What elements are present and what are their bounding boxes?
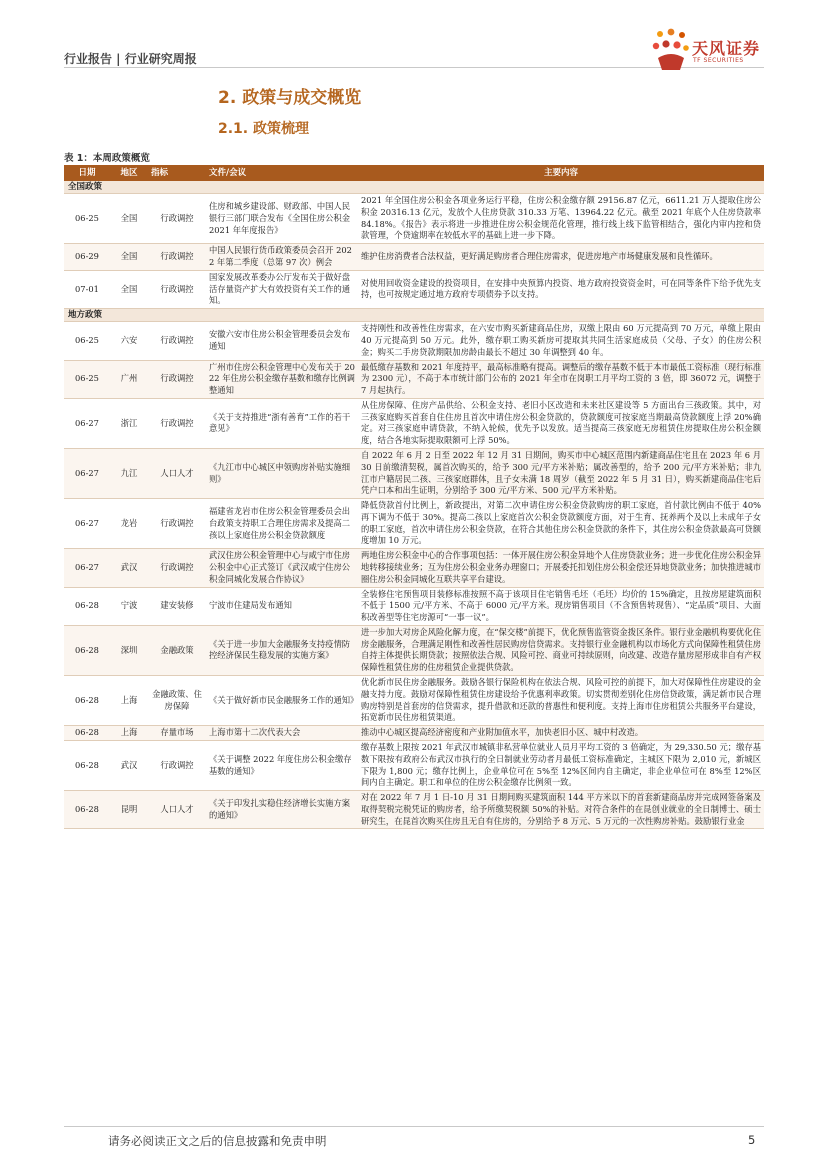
row-document: 宁波市住建局发布通知: [206, 587, 358, 625]
row-content: 2021 年全国住房公积金各项业务运行平稳，住房公积金缴存额 29156.87 亿元，6611.21 万人提取住房公积金 20316.13 亿元，发放个人住房贷款 310.33 万笔、13964.22 亿元。截至 2021 年底个人住房贷款率 84.18%。《报告》表示将进一步推进住房公积金规范化管理，推行线上线下监管相结合，强化内审内控和贷款管理，个贷逾期率在较低水平的基础上进一步下降。: [358, 194, 764, 244]
section-row: [64, 181, 764, 194]
row-region: 全国: [110, 244, 148, 271]
table-row: [64, 676, 764, 726]
row-content: 全装修住宅预售项目装修标准按照不高于该项目住宅销售毛坯（毛坯）均价的 15%确定，且按房屋建筑面积不低于 1500 元/平方米、不高于 6000 元/平方米。现房销售项目（不含预售转现售）、“定品质”项目、大面积改善型等住宅房源可“一事一议”。: [358, 587, 764, 625]
row-indicator: 金融政策、住房保障: [148, 676, 206, 726]
section-label: 地方政策: [64, 309, 764, 322]
row-content: 支持刚性和改善性住房需求，在六安市购买新建商品住房，双缴上限由 60 万元提高到 70 万元，单缴上限由 40 万元提高到 50 万元。此外，缴存职工购买新房可提取其共同生活家庭成员（父母、子女）的住房公积金；购买二手房贷款期限加房龄由最长不超过 30 年调整到 40 年。: [358, 322, 764, 360]
row-content: 进一步加大对房企风险化解力度，在“保交楼”前提下，优化预售监管资金拨区条件。银行业金融机构要优化住房金融服务，合理满足刚性和改善性居民购房信贷需求。支持银行业金融机构以市场化方式向保障性租赁住房自持主体提供长期贷款；按照依法合规、风险可控、商业可持续原则，向改建、改造存量房屋形成非自有产权保障性租赁住房的住房租赁企业提供贷款。: [358, 625, 764, 675]
row-document: 广州市住房公积金管理中心发布关于 2022 年住房公积金缴存基数和缴存比例调整通知: [206, 360, 358, 398]
tf-logo-icon: [652, 28, 690, 72]
column-header-date: 日期: [64, 165, 110, 181]
row-indicator: 建安装修: [148, 587, 206, 625]
section-subtitle: 2.1. 政策梳理: [218, 121, 309, 137]
row-indicator: 金融政策: [148, 625, 206, 675]
row-document: 《关于调整 2022 年度住房公积金缴存基数的通知》: [206, 740, 358, 790]
table-row: [64, 244, 764, 271]
row-indicator: 行政调控: [148, 398, 206, 448]
table-row: [64, 322, 764, 360]
row-region: 龙岩: [110, 499, 148, 549]
row-content: 推动中心城区提高经济密度和产业附加值水平，加快老旧小区、城中村改造。: [358, 726, 764, 741]
row-content: 对使用回收资金建设的投资项目，在安排中央预算内投资、地方政府投资资金时，可在同等条件下给予优先支持，也可按规定通过地方政府专项债券予以支持。: [358, 270, 764, 308]
row-date: 06-28: [64, 625, 110, 675]
table-row: [64, 499, 764, 549]
row-indicator: 行政调控: [148, 740, 206, 790]
row-date: 06-27: [64, 398, 110, 448]
row-indicator: 行政调控: [148, 194, 206, 244]
row-indicator: 行政调控: [148, 244, 206, 271]
page-number: 5: [748, 1133, 756, 1147]
table-row: [64, 194, 764, 244]
row-document: 《关于支持推进“浙有善育”工作的若干意见》: [206, 398, 358, 448]
row-date: 06-28: [64, 587, 110, 625]
row-region: 深圳: [110, 625, 148, 675]
row-region: 全国: [110, 194, 148, 244]
row-date: 06-28: [64, 726, 110, 741]
row-document: 武汉住房公积金管理中心与咸宁市住房公积金中心正式签订《武汉咸宁住房公积金同城化发展合作协议》: [206, 549, 358, 587]
row-document: 《关于进一步加大金融服务支持疫情防控经济保民生稳发展的实施方案》: [206, 625, 358, 675]
table-row: [64, 587, 764, 625]
row-indicator: 人口人才: [148, 791, 206, 829]
row-document: 《九江市中心城区申领购房补贴实施细则》: [206, 448, 358, 498]
row-region: 武汉: [110, 740, 148, 790]
table-row: [64, 549, 764, 587]
row-date: 07-01: [64, 270, 110, 308]
row-date: 06-27: [64, 448, 110, 498]
row-date: 06-28: [64, 791, 110, 829]
footer-divider: [64, 1126, 764, 1127]
table-row: [64, 726, 764, 741]
row-region: 全国: [110, 270, 148, 308]
row-content: 从住房保障、住房产品供给、公积金支持、老旧小区改造和未来社区建设等 5 方面出台三孩政策。其中，对三孩家庭购买首套自住住房且首次申请住房公积金贷款的，贷款额度可按家庭当期最高贷款额度上浮 20%确定。对三孩家庭申请贷款，不纳入轮候，优先予以发放。适当提高三孩家庭无房租赁住房提取住房公积金额度，结合各地实际提取限额可上浮 50%。: [358, 398, 764, 448]
row-region: 广州: [110, 360, 148, 398]
section-label: 全国政策: [64, 181, 764, 194]
row-indicator: 行政调控: [148, 270, 206, 308]
row-region: 九江: [110, 448, 148, 498]
table-header-row: [64, 165, 764, 181]
section-row: [64, 309, 764, 322]
disclaimer-text: 请务必阅读正文之后的信息披露和免责申明: [108, 1134, 327, 1148]
column-header-content: 主要内容: [358, 165, 764, 181]
row-document: 《关于印发扎实稳住经济增长实施方案的通知》: [206, 791, 358, 829]
row-region: 上海: [110, 726, 148, 741]
row-region: 昆明: [110, 791, 148, 829]
row-date: 06-28: [64, 740, 110, 790]
row-region: 宁波: [110, 587, 148, 625]
row-indicator: 存量市场: [148, 726, 206, 741]
report-breadcrumb: 行业报告 | 行业研究周报: [64, 52, 197, 66]
row-indicator: 人口人才: [148, 448, 206, 498]
section-title: 2. 政策与成交概览: [218, 88, 362, 108]
row-region: 武汉: [110, 549, 148, 587]
row-content: 两地住房公积金中心的合作事项包括：一体开展住房公积金异地个人住房贷款业务；进一步优化住房公积金异地转移接续业务；互为住房公积金业务办理窗口；开展委托扣划住房公积金偿还异地贷款业务；加快推进城市圈住房公积金同城化互联共享平台建设。: [358, 549, 764, 587]
column-header-indicator: 指标: [148, 165, 206, 181]
row-document: 《关于做好新市民金融服务工作的通知》: [206, 676, 358, 726]
table-caption: 表 1：本周政策概览: [64, 153, 150, 164]
row-content: 降低贷款首付比例上，新政提出，对第二次申请住房公积金贷款购房的职工家庭，首付款比例由不低于 40%再下调为不低于 30%。提高二孩以上家庭首次公积金贷款额度方面，对于生育、抚养两个及以上未成年子女的职工家庭，首次申请住房公积金贷款，在符合其他住房公积金贷款的条件下，其住房公积金贷款最高可贷额度增加 10 万元。: [358, 499, 764, 549]
row-content: 优化新市民住房金融服务。鼓励各银行保险机构在依法合规、风险可控的前提下，加大对保障性住房建设的金融支持力度。鼓励对保障性租赁住房建设给予优惠利率政策。切实贯彻差别化住房信贷政策，满足新市民合理购房特别是首套房的信贷需求，提升借款和还款的普惠性和便利度。支持上海市住房租赁公共服务平台建设，拓宽新市民住房租赁渠道。: [358, 676, 764, 726]
row-document: 福建省龙岩市住房公积金管理委员会出台政策支持职工合理住房需求及提高二孩以上家庭住房公积金贷款额度: [206, 499, 358, 549]
brand-name-cn: 天风证券: [692, 39, 761, 58]
table-row: [64, 270, 764, 308]
table-row: [64, 740, 764, 790]
row-content: 维护住房消费者合法权益，更好满足购房者合理住房需求，促进房地产市场健康发展和良性循环。: [358, 244, 764, 271]
row-document: 住房和城乡建设部、财政部、中国人民银行三部门联合发布《全国住房公积金 2021 年年度报告》: [206, 194, 358, 244]
row-region: 浙江: [110, 398, 148, 448]
column-header-document: 文件/会议: [206, 165, 358, 181]
row-content: 最低缴存基数和 2021 年度持平，最高标准略有提高。调整后的缴存基数不低于本市最低工资标准（现行标准为 2300 元），不高于本市统计部门公布的 2021 年全市在岗职工月平均工资的 3 倍，即 36072 元，调整于 7 月起执行。: [358, 360, 764, 398]
column-header-region: 地区: [110, 165, 148, 181]
row-date: 06-25: [64, 194, 110, 244]
row-content: 对在 2022 年 7 月 1 日-10 月 31 日期间购买建筑面积 144 平方米以下的首套新建商品房并完成网签备案及取得契税完税凭证的购房者，给予所缴契税额 50%的补贴。对符合条件的在昆创业就业的全日制博士、硕士研究生，在昆首次购买住房且无自有住房的，分别给予 8 万元、5 万元的一次性购房补贴。鼓励银行业金: [358, 791, 764, 829]
table-row: [64, 398, 764, 448]
row-date: 06-28: [64, 676, 110, 726]
row-content: 缴存基数上限按 2021 年武汉市城镇非私营单位就业人员月平均工资的 3 倍确定，为 29,330.50 元；缴存基数下限按有政府公布武汉市执行的全日制就业劳动者月最低工资标准确定，主城区下限为 2,010 元，新城区下限为 1,800 元；缴存比例上，企业单位可在 5%至 12%区间内自主确定，非企业单位可在 8%至 12%区间内自主确定。职工和单位的住房公积金缴存比例须一致。: [358, 740, 764, 790]
row-indicator: 行政调控: [148, 549, 206, 587]
row-date: 06-29: [64, 244, 110, 271]
row-date: 06-27: [64, 499, 110, 549]
table-row: [64, 791, 764, 829]
row-date: 06-25: [64, 322, 110, 360]
row-date: 06-27: [64, 549, 110, 587]
row-document: 国家发展改革委办公厅发布关于做好盘活存量资产扩大有效投资有关工作的通知。: [206, 270, 358, 308]
table-row: [64, 625, 764, 675]
row-document: 中国人民银行货币政策委员会召开 2022 年第二季度（总第 97 次）例会: [206, 244, 358, 271]
table-row: [64, 448, 764, 498]
table-row: [64, 360, 764, 398]
row-content: 自 2022 年 6 月 2 日至 2022 年 12 月 31 日期间，购买市中心城区范围内新建商品住宅且在 2023 年 6 月 30 日前缴清契税，属首次购买的，给予 300 元/平方米补贴；属改善型的，给予 200 元/平方米补贴；非九江市户籍居民二孩、三孩家庭群体，且子女未满 18 周岁（截至 2022 年 5 月 31 日），购买新建商品住宅后凭户口本和出生证明，分别给予 300 元/平方米、500 元/平方米补贴。: [358, 448, 764, 498]
row-document: 上海市第十二次代表大会: [206, 726, 358, 741]
row-region: 六安: [110, 322, 148, 360]
row-indicator: 行政调控: [148, 322, 206, 360]
brand-logo: [652, 28, 772, 72]
brand-name-en: TF SECURITIES: [693, 57, 744, 64]
policy-table: [64, 165, 764, 829]
row-region: 上海: [110, 676, 148, 726]
row-document: 安徽六安市住房公积金管理委员会发布通知: [206, 322, 358, 360]
row-date: 06-25: [64, 360, 110, 398]
row-indicator: 行政调控: [148, 360, 206, 398]
row-indicator: 行政调控: [148, 499, 206, 549]
